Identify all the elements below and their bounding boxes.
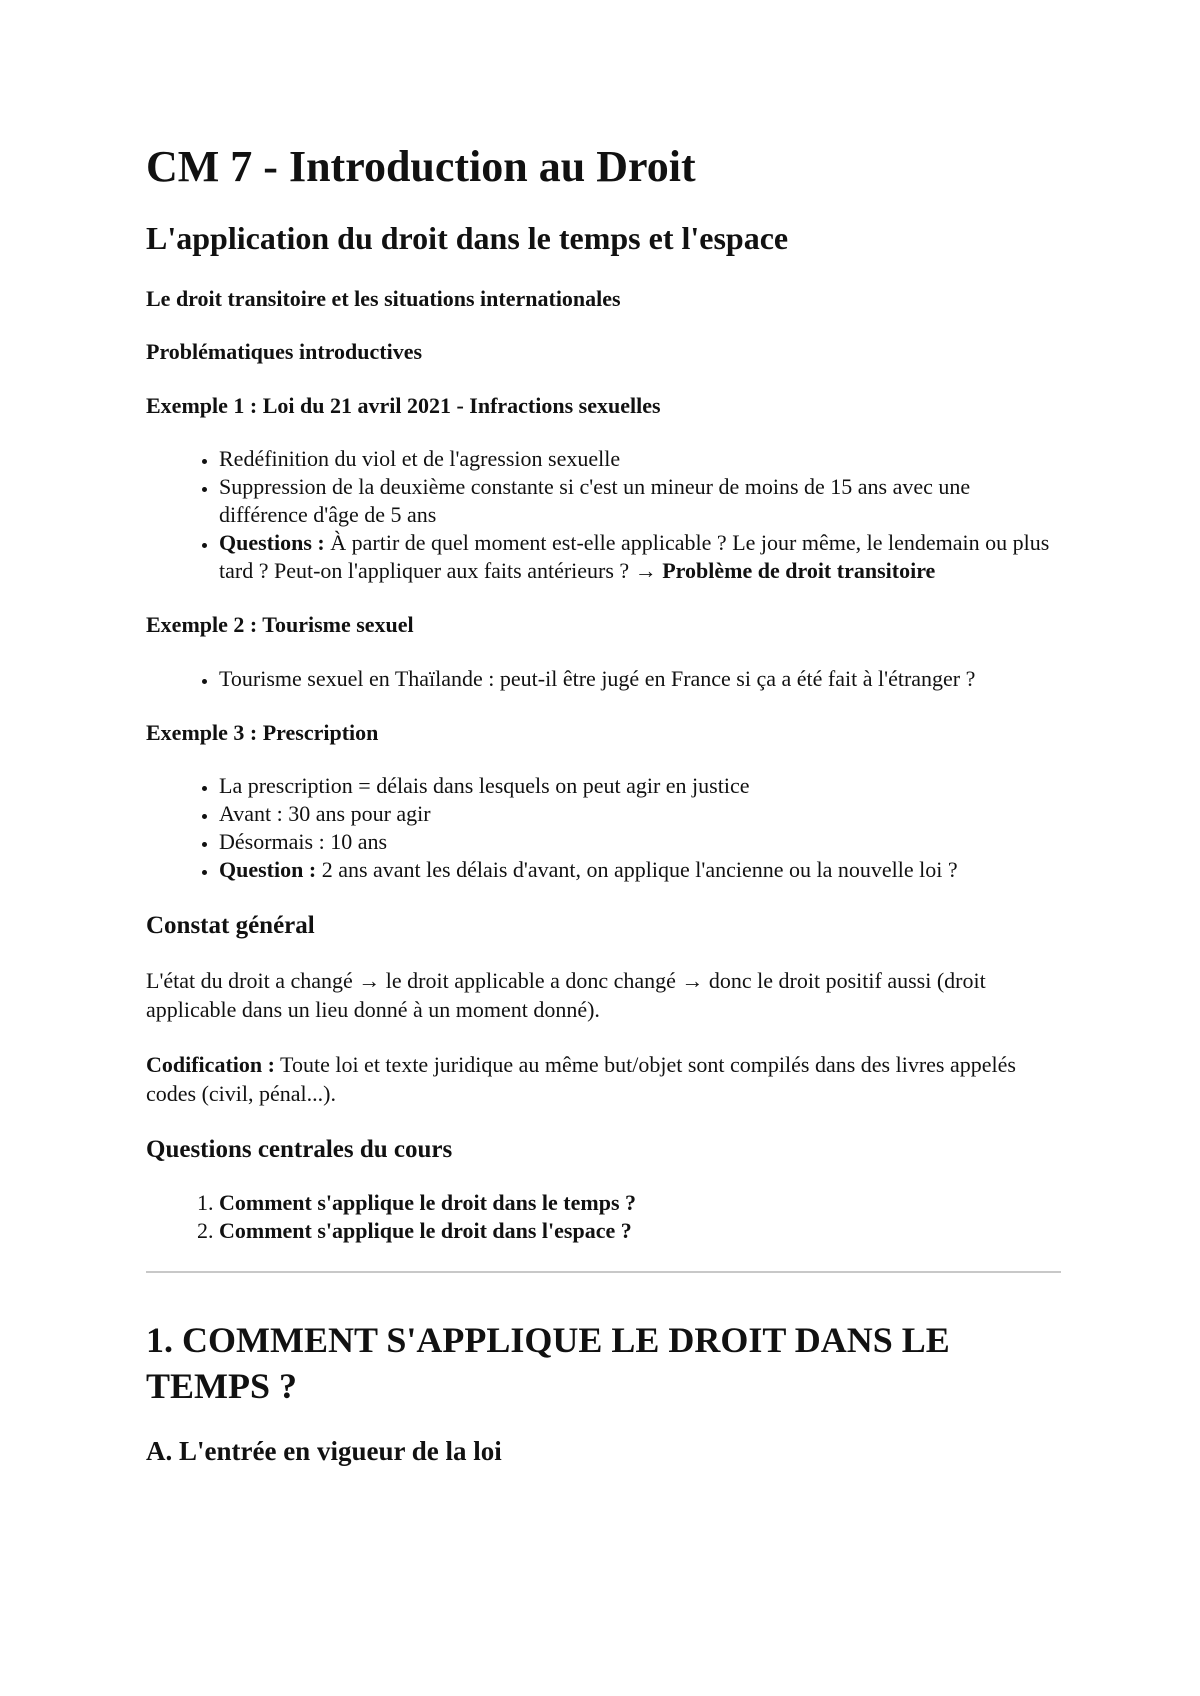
list-item: • La prescription = délais dans lesquels on peut agir en justice	[219, 772, 1061, 800]
list-item: • Avant : 30 ans pour agir	[219, 800, 1061, 828]
example-1-heading: Exemple 1 : Loi du 21 avril 2021 - Infractions sexuelles	[146, 392, 661, 418]
example-2-list	[146, 665, 1061, 693]
codification-paragraph	[146, 1050, 1061, 1108]
list-item	[219, 1217, 1061, 1245]
list-item: • Tourisme sexuel en Thaïlande : peut-il être jugé en France si ça a été fait à l'étranger ?	[219, 665, 1061, 693]
document-title: CM 7 - Introduction au Droit	[146, 142, 696, 191]
document-subtitle: L'application du droit dans le temps et l'espace	[146, 219, 789, 256]
part-1-subheading-a: A. L'entrée en vigueur de la loi	[146, 1435, 502, 1466]
problematiques-heading: Problématiques introductives	[146, 339, 423, 365]
divider	[146, 1271, 1061, 1273]
question-2: Comment s'applique le droit dans l'espace ?	[219, 1217, 632, 1243]
questions-list	[146, 1189, 1061, 1245]
codification-label: Codification :	[146, 1051, 275, 1077]
list-item: • Redéfinition du viol et de l'agression sexuelle	[219, 445, 1061, 473]
transitoire-emphasis: Problème de droit transitoire	[662, 558, 936, 584]
list-item	[219, 529, 1061, 585]
example-2-heading: Exemple 2 : Tourisme sexuel	[146, 612, 414, 638]
list-item	[219, 856, 1061, 884]
example-3-heading: Exemple 3 : Prescription	[146, 719, 379, 745]
constat-heading: Constat général	[146, 912, 315, 940]
example-1-list	[146, 445, 1061, 585]
questions-label: Questions :	[219, 530, 325, 556]
section-heading: Le droit transitoire et les situations internationales	[146, 285, 621, 311]
constat-paragraph: L'état du droit a changé → le droit applicable a donc changé → donc le droit positif aussi (droit applicable dans un lieu donné à un moment donné).	[146, 967, 986, 1022]
part-1-heading: 1. COMMENT S'APPLIQUE LE DROIT DANS LE TEMPS ?	[146, 1319, 950, 1406]
codification-text: Toute loi et texte juridique au même but/objet sont compilés dans des livres appelés codes (civil, pénal...).	[146, 1051, 1016, 1106]
questions-text: À partir de quel moment est-elle applicable ? Le jour même, le lendemain ou plus tard ? Peut-on l'appliquer aux faits antérieurs ? →	[219, 530, 1050, 584]
question-text: 2 ans avant les délais d'avant, on applique l'ancienne ou la nouvelle loi ?	[316, 857, 958, 883]
list-item: • Suppression de la deuxième constante si c'est un mineur de moins de 15 ans avec une différence d'âge de 5 ans	[219, 473, 1061, 529]
list-item	[219, 1189, 1061, 1217]
questions-heading: Questions centrales du cours	[146, 1135, 453, 1163]
example-3-list	[146, 772, 1061, 884]
list-item: • Désormais : 10 ans	[219, 828, 1061, 856]
question-label: Question :	[219, 857, 317, 883]
question-1: Comment s'applique le droit dans le temps ?	[219, 1189, 637, 1215]
